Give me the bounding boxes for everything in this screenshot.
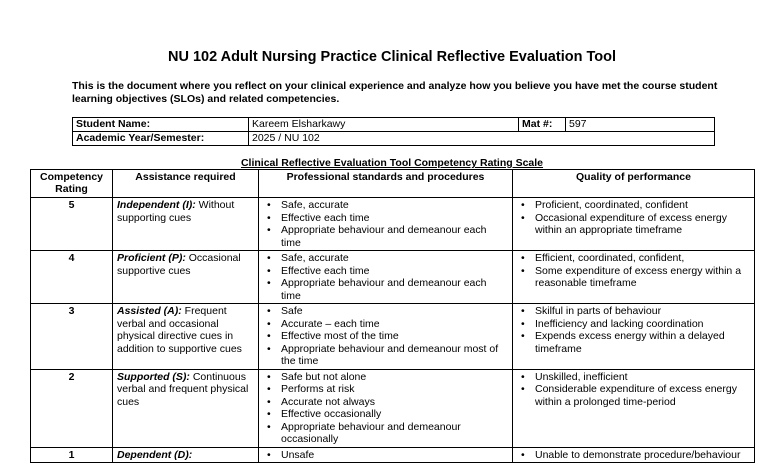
standards-cell bbox=[259, 198, 513, 251]
bullet-item: • Appropriate behaviour and demeanour most of the time bbox=[263, 343, 508, 368]
student-name-value[interactable]: Kareem Elsharkawy bbox=[249, 118, 519, 132]
bullet-item: • Skilful in parts of behaviour bbox=[517, 305, 750, 318]
rating-row bbox=[31, 198, 755, 251]
bullet-item: • Performs at risk bbox=[263, 383, 508, 396]
rating-row bbox=[31, 251, 755, 304]
level-name: Proficient (P): bbox=[117, 252, 186, 264]
rating-value: 2 bbox=[31, 369, 113, 447]
assistance-cell bbox=[113, 447, 259, 463]
assistance-cell bbox=[113, 369, 259, 447]
bullet-item: • Efficient, coordinated, confident, bbox=[517, 252, 750, 265]
rating-rows bbox=[31, 198, 755, 463]
header-professional-standards: Professional standards and procedures bbox=[259, 170, 513, 198]
rating-header-row bbox=[31, 170, 755, 198]
standards-list bbox=[263, 371, 508, 446]
level-name: Supported (S): bbox=[117, 370, 190, 383]
quality-list bbox=[517, 252, 750, 290]
bullet-item: • Some expenditure of excess energy within a reasonable timeframe bbox=[517, 265, 750, 290]
bullet-item: • Effective occasionally bbox=[263, 408, 508, 421]
rating-scale-table bbox=[30, 169, 755, 463]
document-intro: This is the document where you reflect on your clinical experience and analyze how you believe you have met the course student learning objectives (SLOs) and related competencies. bbox=[72, 80, 718, 105]
quality-list bbox=[517, 371, 750, 409]
student-name-row bbox=[73, 118, 715, 132]
bullet-item: • Occasional expenditure of excess energy within an appropriate timeframe bbox=[517, 212, 750, 237]
level-description: Without supporting cues bbox=[117, 199, 235, 224]
academic-year-value[interactable]: 2025 / NU 102 bbox=[249, 132, 715, 146]
standards-cell bbox=[259, 447, 513, 463]
student-name-label: Student Name: bbox=[73, 118, 249, 132]
bullet-item: • Appropriate behaviour and demeanour each time bbox=[263, 277, 508, 302]
level-name: Assisted (A): bbox=[117, 305, 182, 317]
bullet-item: • Unskilled, inefficient bbox=[517, 371, 750, 384]
rating-scale-title: Clinical Reflective Evaluation Tool Competency Rating Scale bbox=[240, 157, 544, 169]
quality-cell bbox=[513, 251, 755, 304]
assistance-cell bbox=[113, 198, 259, 251]
bullet-item: • Inefficiency and lacking coordination bbox=[517, 318, 750, 331]
bullet-item: • Considerable expenditure of excess energy within a prolonged time-period bbox=[517, 383, 750, 408]
quality-list bbox=[517, 449, 750, 462]
bullet-item: • Effective each time bbox=[263, 212, 508, 225]
level-description: Frequent verbal and occasional physical directive cues in addition to supportive cues bbox=[117, 305, 242, 355]
bullet-item: • Safe, accurate bbox=[263, 199, 508, 212]
bullet-item: • Effective most of the time bbox=[263, 330, 508, 343]
quality-cell bbox=[513, 304, 755, 370]
standards-cell bbox=[259, 304, 513, 370]
standards-list bbox=[263, 449, 508, 462]
standards-list bbox=[263, 305, 508, 368]
bullet-item: • Proficient, coordinated, confident bbox=[517, 199, 750, 212]
quality-cell bbox=[513, 447, 755, 463]
bullet-item: • Safe but not alone bbox=[263, 371, 508, 384]
standards-list bbox=[263, 252, 508, 302]
rating-value: 5 bbox=[31, 198, 113, 251]
academic-year-label: Academic Year/Semester: bbox=[73, 132, 249, 146]
level-name: Dependent (D): bbox=[117, 448, 193, 461]
rating-row bbox=[31, 369, 755, 447]
bullet-item: • Effective each time bbox=[263, 265, 508, 278]
bullet-item: • Accurate not always bbox=[263, 396, 508, 409]
rating-row bbox=[31, 304, 755, 370]
level-description: Continuous verbal and frequent physical cues bbox=[117, 370, 249, 408]
level-description: Occasional supportive cues bbox=[117, 252, 241, 277]
document-title: NU 102 Adult Nursing Practice Clinical Reflective Evaluation Tool bbox=[168, 49, 616, 65]
rating-row bbox=[31, 447, 755, 463]
bullet-item: • Accurate – each time bbox=[263, 318, 508, 331]
academic-year-row bbox=[73, 132, 715, 146]
header-competency-rating: Competency Rating bbox=[31, 170, 113, 198]
mat-number-label: Mat #: bbox=[519, 118, 566, 132]
bullet-item: • Unable to demonstrate procedure/behaviour bbox=[517, 449, 750, 462]
assistance-cell bbox=[113, 304, 259, 370]
standards-cell bbox=[259, 251, 513, 304]
student-info-table bbox=[72, 117, 715, 146]
rating-value: 4 bbox=[31, 251, 113, 304]
bullet-item: • Safe bbox=[263, 305, 508, 318]
header-assistance-required: Assistance required bbox=[113, 170, 259, 198]
bullet-item: • Unsafe bbox=[263, 449, 508, 462]
bullet-item: • Safe, accurate bbox=[263, 252, 508, 265]
quality-list bbox=[517, 199, 750, 237]
header-quality-of-performance: Quality of performance bbox=[513, 170, 755, 198]
mat-number-value[interactable]: 597 bbox=[566, 118, 715, 132]
quality-list bbox=[517, 305, 750, 355]
quality-cell bbox=[513, 369, 755, 447]
quality-cell bbox=[513, 198, 755, 251]
rating-value: 3 bbox=[31, 304, 113, 370]
bullet-item: • Expends excess energy within a delayed timeframe bbox=[517, 330, 750, 355]
assistance-cell bbox=[113, 251, 259, 304]
level-name: Independent (I): bbox=[117, 199, 196, 211]
bullet-item: • Appropriate behaviour and demeanour occasionally bbox=[263, 421, 508, 446]
standards-list bbox=[263, 199, 508, 249]
bullet-item: • Appropriate behaviour and demeanour each time bbox=[263, 224, 508, 249]
rating-value: 1 bbox=[31, 447, 113, 463]
standards-cell bbox=[259, 369, 513, 447]
